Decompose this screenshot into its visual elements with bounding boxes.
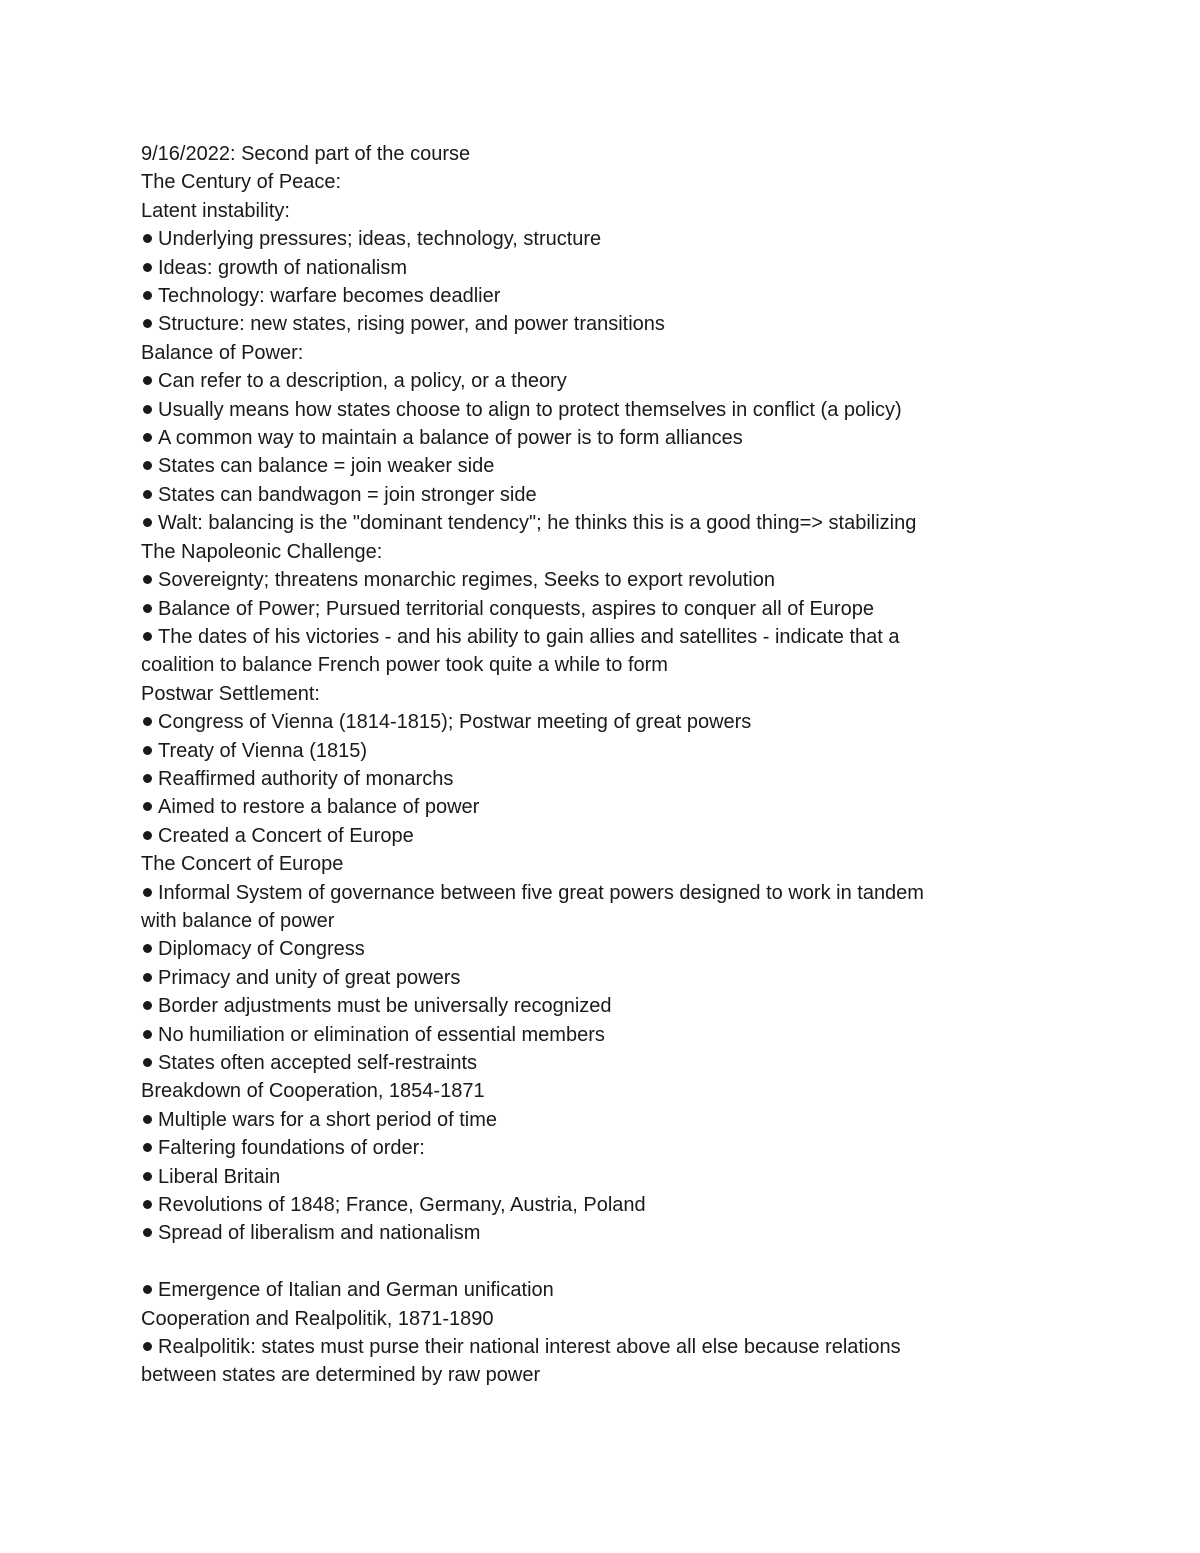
line-text: Technology: warfare becomes deadlier — [158, 285, 501, 308]
bullet-item — [141, 1021, 1041, 1049]
line-text: A common way to maintain a balance of power is to form alliances — [158, 427, 743, 450]
bullet-icon — [143, 575, 152, 584]
line-text: Primacy and unity of great powers — [158, 966, 461, 989]
line-text: Reaffirmed authority of monarchs — [158, 767, 454, 790]
section-heading — [141, 339, 1041, 367]
bullet-item — [141, 879, 1041, 907]
bullet-icon — [143, 774, 152, 783]
bullet-icon — [143, 746, 152, 755]
line-text: Realpolitik: states must purse their national interest above all else because relations — [158, 1336, 901, 1359]
line-text: Diplomacy of Congress — [158, 938, 365, 961]
bullet-icon — [143, 405, 152, 414]
bullet-icon — [143, 1285, 152, 1294]
bullet-icon — [143, 1058, 152, 1067]
line-text: with balance of power — [141, 909, 335, 932]
section-heading — [141, 1305, 1041, 1333]
line-text: Balance of Power: — [141, 341, 304, 364]
section-heading — [141, 1077, 1041, 1105]
line-text: Informal System of governance between five great powers designed to work in tandem — [158, 881, 924, 904]
bullet-item — [141, 765, 1041, 793]
line-text: Spread of liberalism and nationalism — [158, 1222, 481, 1245]
line-text: Emergence of Italian and German unification — [158, 1279, 554, 1302]
continuation-line — [141, 651, 1041, 679]
bullet-item — [141, 708, 1041, 736]
line-text: 9/16/2022: Second part of the course — [141, 143, 471, 165]
bullet-icon — [143, 888, 152, 897]
blank-line — [141, 1248, 1041, 1276]
line-text: Treaty of Vienna (1815) — [158, 739, 368, 762]
line-text: Breakdown of Cooperation, 1854-1871 — [141, 1080, 485, 1103]
bullet-icon — [143, 1172, 152, 1181]
line-text: States often accepted self-restraints — [158, 1052, 478, 1074]
bullet-item — [141, 935, 1041, 963]
bullet-item — [141, 396, 1041, 424]
line-text: Congress of Vienna (1814-1815); Postwar meeting of great powers — [158, 711, 752, 734]
line-text: Created a Concert of Europe — [158, 824, 414, 847]
bullet-icon — [143, 717, 152, 726]
bullet-item — [141, 964, 1041, 992]
line-text: Revolutions of 1848; France, Germany, Austria, Poland — [158, 1194, 646, 1217]
section-heading — [141, 850, 1041, 878]
line-text: Border adjustments must be universally recognized — [158, 995, 612, 1018]
bullet-item — [141, 509, 1041, 537]
bullet-icon — [143, 1228, 152, 1237]
bullet-item — [141, 737, 1041, 765]
bullet-icon — [143, 319, 152, 328]
line-text: Latent instability: — [141, 199, 290, 222]
bullet-item — [141, 1333, 1041, 1361]
section-heading — [141, 140, 1041, 168]
bullet-item — [141, 595, 1041, 623]
bullet-icon — [143, 802, 152, 811]
bullet-icon — [143, 973, 152, 982]
bullet-item — [141, 424, 1041, 452]
bullet-item — [141, 452, 1041, 480]
section-heading — [141, 680, 1041, 708]
document-page — [141, 140, 1041, 1390]
line-text: Can refer to a description, a policy, or a theory — [158, 370, 567, 393]
bullet-icon — [143, 376, 152, 385]
bullet-icon — [143, 632, 152, 641]
bullet-item — [141, 367, 1041, 395]
bullet-icon — [143, 1001, 152, 1010]
section-heading — [141, 168, 1041, 196]
bullet-item — [141, 793, 1041, 821]
bullet-icon — [143, 604, 152, 613]
bullet-item — [141, 623, 1041, 651]
line-text: coalition to balance French power took quite a while to form — [141, 654, 668, 677]
bullet-item — [141, 1134, 1041, 1162]
line-text: Liberal Britain — [158, 1165, 281, 1188]
line-text: between states are determined by raw power — [141, 1364, 541, 1387]
bullet-icon — [143, 1115, 152, 1124]
line-text: Structure: new states, rising power, and power transitions — [158, 313, 665, 336]
bullet-item — [141, 566, 1041, 594]
line-text: Cooperation and Realpolitik, 1871-1890 — [141, 1307, 494, 1330]
line-text: No humiliation or elimination of essential members — [158, 1023, 605, 1046]
bullet-icon — [143, 433, 152, 442]
line-text: Faltering foundations of order: — [158, 1137, 425, 1160]
bullet-icon — [143, 1342, 152, 1351]
bullet-icon — [143, 518, 152, 527]
bullet-icon — [143, 490, 152, 499]
line-text: States can bandwagon = join stronger side — [158, 483, 537, 506]
line-text: Underlying pressures; ideas, technology, structure — [158, 228, 602, 251]
bullet-item — [141, 310, 1041, 338]
bullet-icon — [143, 263, 152, 272]
line-text: The Napoleonic Challenge: — [141, 540, 383, 563]
line-text: The dates of his victories - and his ability to gain allies and satellites - indicate that a — [158, 625, 900, 648]
bullet-icon — [143, 831, 152, 840]
bullet-item — [141, 1106, 1041, 1134]
line-text: Multiple wars for a short period of time — [158, 1108, 498, 1131]
bullet-icon — [143, 291, 152, 300]
bullet-item — [141, 225, 1041, 253]
bullet-item — [141, 822, 1041, 850]
bullet-item — [141, 1049, 1041, 1077]
line-text: Sovereignty; threatens monarchic regimes, Seeks to export revolution — [158, 569, 775, 592]
bullet-icon — [143, 944, 152, 953]
continuation-line — [141, 907, 1041, 935]
line-text: Ideas: growth of nationalism — [158, 256, 408, 279]
line-text: Balance of Power; Pursued territorial conquests, aspires to conquer all of Europe — [158, 597, 874, 620]
bullet-icon — [143, 234, 152, 243]
bullet-item — [141, 254, 1041, 282]
section-heading — [141, 197, 1041, 225]
bullet-item — [141, 1219, 1041, 1247]
line-text: Usually means how states choose to align to protect themselves in conflict (a policy) — [158, 398, 902, 421]
bullet-item — [141, 1276, 1041, 1304]
line-text: The Concert of Europe — [141, 853, 344, 876]
bullet-item — [141, 282, 1041, 310]
bullet-item — [141, 481, 1041, 509]
bullet-icon — [143, 1143, 152, 1152]
bullet-item — [141, 992, 1041, 1020]
bullet-icon — [143, 1200, 152, 1209]
line-text: The Century of Peace: — [141, 171, 342, 194]
line-text: Aimed to restore a balance of power — [158, 796, 480, 819]
bullet-item — [141, 1163, 1041, 1191]
bullet-icon — [143, 1030, 152, 1039]
bullet-item — [141, 1191, 1041, 1219]
line-text: States can balance = join weaker side — [158, 455, 495, 478]
line-text: Walt: balancing is the "dominant tendency"; he thinks this is a good thing=> stabilizing — [158, 512, 917, 535]
continuation-line — [141, 1361, 1041, 1389]
line-text: Postwar Settlement: — [141, 682, 320, 705]
bullet-icon — [143, 461, 152, 470]
section-heading — [141, 538, 1041, 566]
